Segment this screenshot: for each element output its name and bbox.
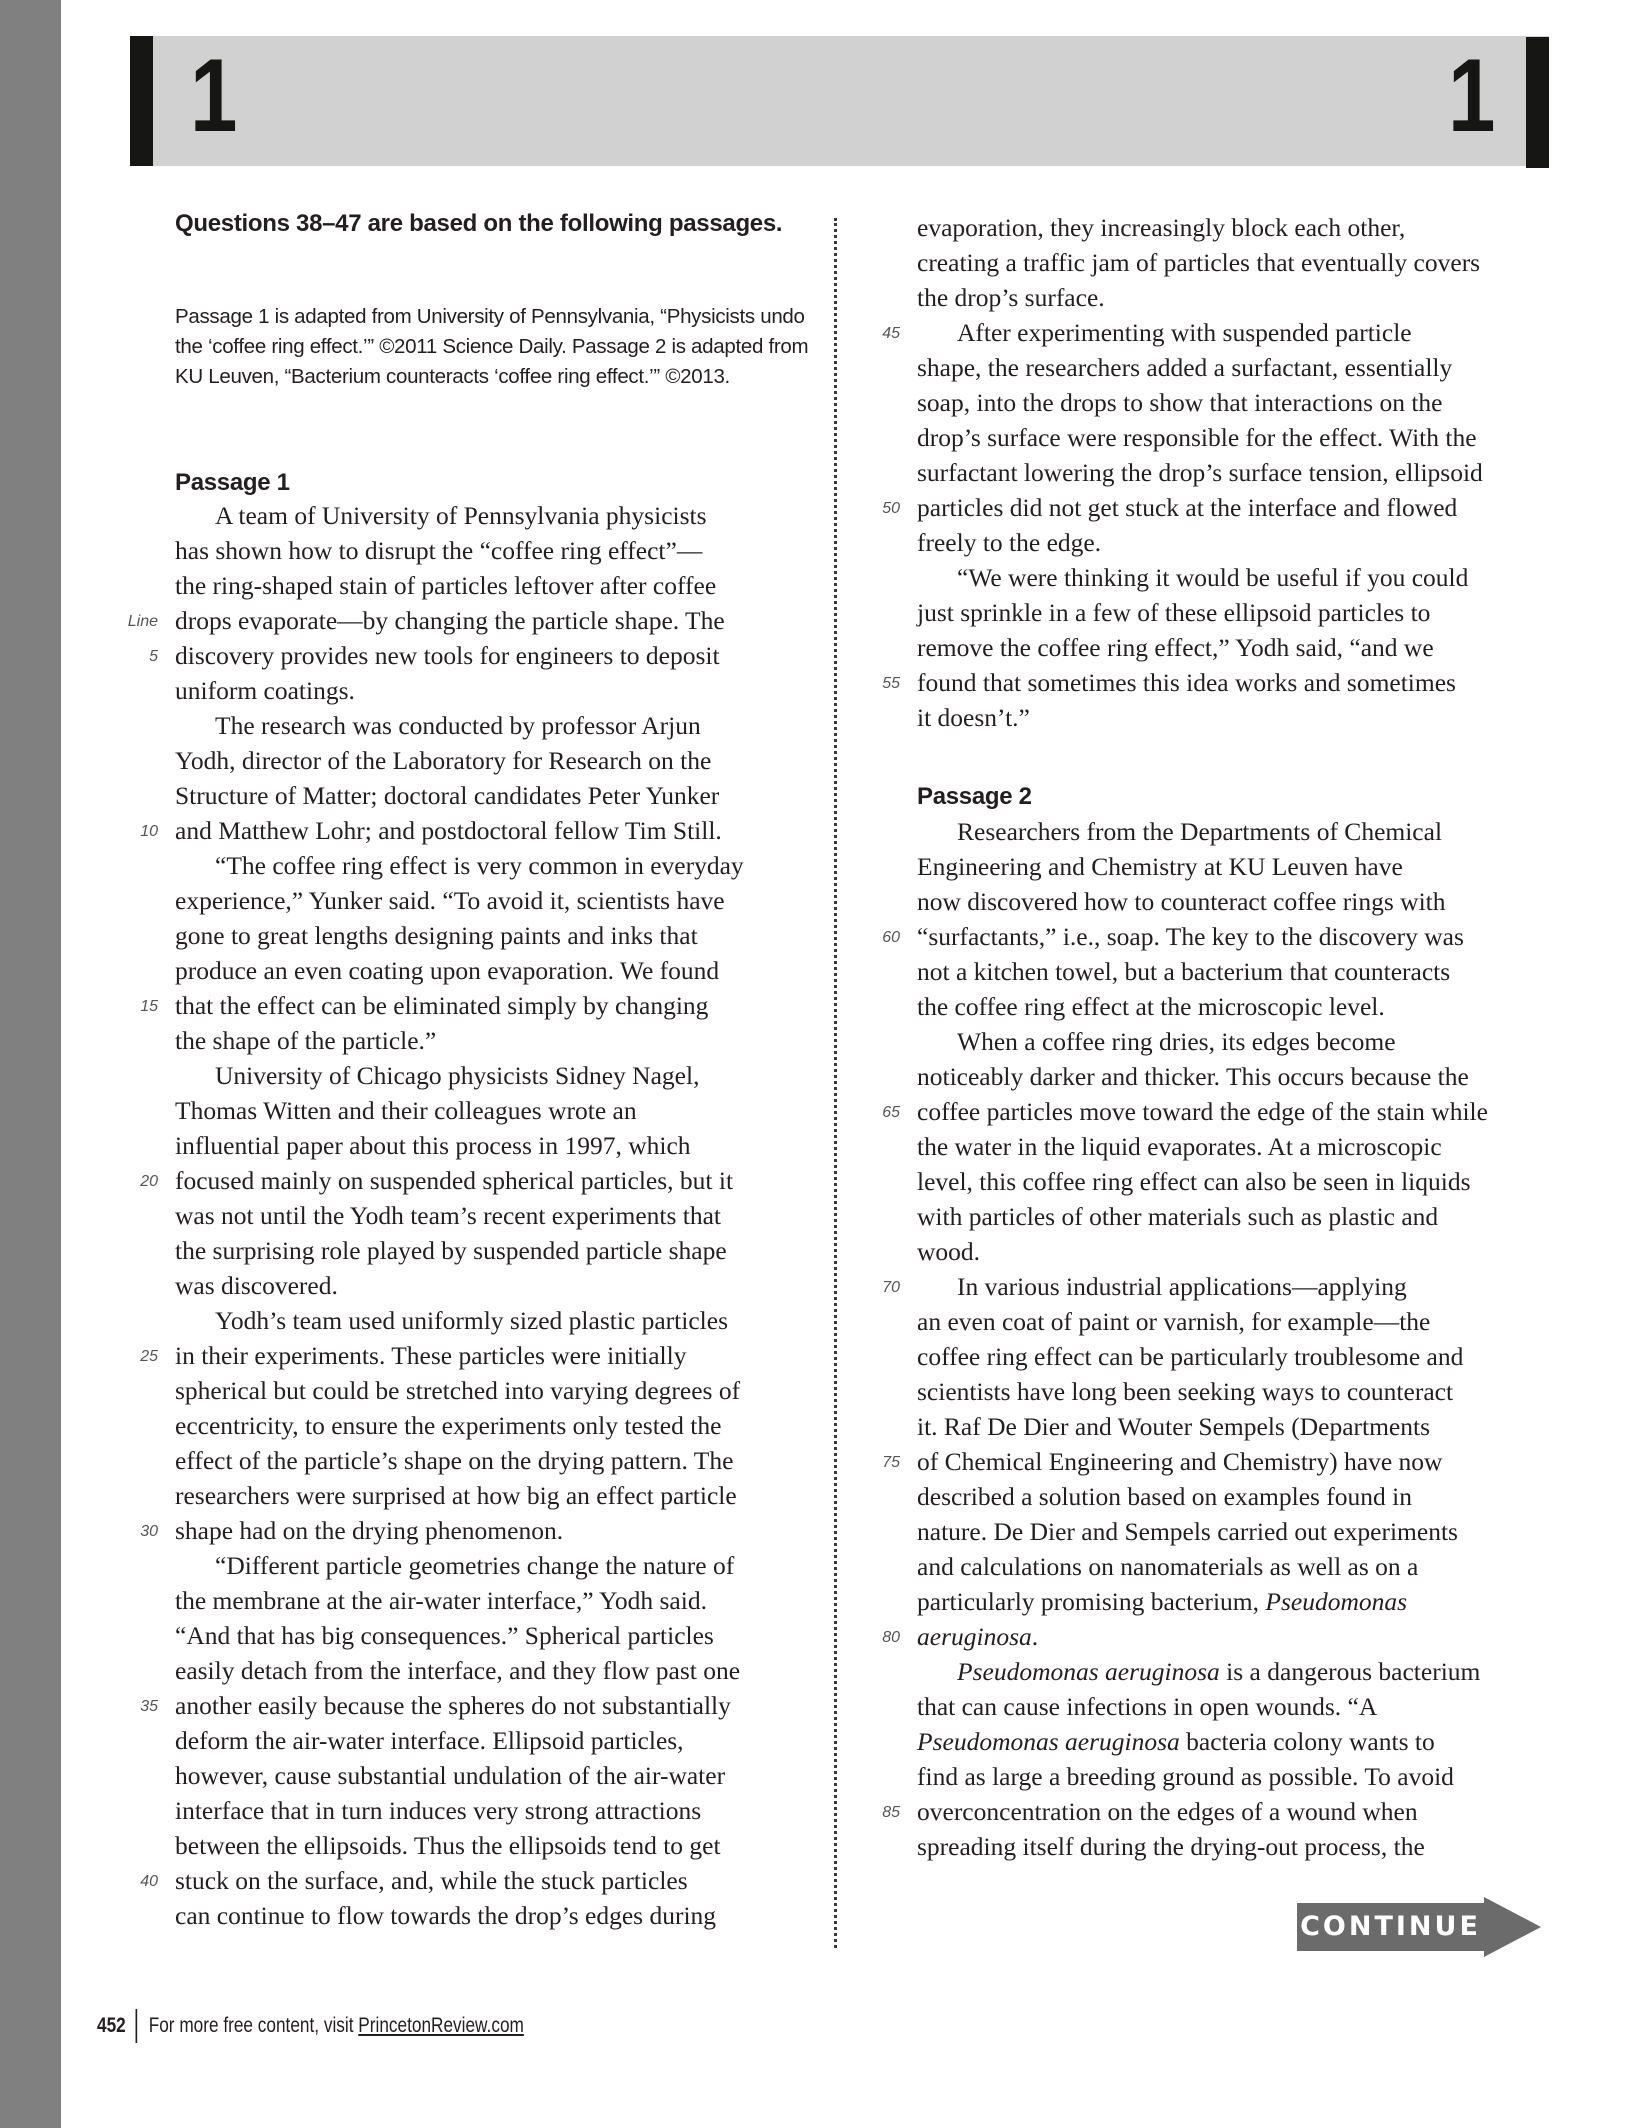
passage-line: creating a traffic jam of particles that eventually covers [917, 248, 1481, 277]
passage-line: the shape of the particle.” [175, 1026, 437, 1055]
passage-line: was not until the Yodh team’s recent experiments that [175, 1201, 722, 1230]
passage-line: uniform coatings. [175, 676, 355, 705]
passage-line: it. Raf De Dier and Wouter Sempels (Departments [917, 1412, 1431, 1441]
passage-line: Yodh’s team used uniformly sized plastic particles [215, 1306, 728, 1335]
line-number: 55 [882, 675, 900, 692]
passage-line: “surfactants,” i.e., soap. The key to the discovery was [917, 922, 1464, 951]
questions-heading: Questions 38–47 are based on the following passages. [175, 210, 783, 237]
passage-line: the membrane at the air-water interface,” Yodh said. [175, 1586, 707, 1615]
line-number: 65 [882, 1104, 900, 1121]
passage-line: discovery provides new tools for engineers to deposit [175, 641, 720, 670]
passage-line: another easily because the spheres do not substantially [175, 1691, 731, 1720]
passage-line: soap, into the drops to show that interactions on the [917, 388, 1443, 417]
line-number: 40 [140, 1873, 158, 1890]
passage-line: easily detach from the interface, and they flow past one [175, 1656, 741, 1685]
passage-line: find as large a breeding ground as possible. To avoid [917, 1762, 1454, 1791]
line-number: 50 [882, 500, 900, 517]
passage-line: remove the coffee ring effect,” Yodh said, “and we [917, 633, 1434, 662]
line-number: 80 [882, 1629, 900, 1646]
passage-line: scientists have long been seeking ways to counteract [917, 1377, 1454, 1406]
passage-line: “Different particle geometries change the nature of [215, 1551, 735, 1580]
footer-separator [136, 2009, 138, 2043]
passage-line: with particles of other materials such as plastic and [917, 1202, 1439, 1231]
line-number: 10 [140, 823, 158, 840]
passage-line: experience,” Yunker said. “To avoid it, scientists have [175, 886, 725, 915]
passage-line: coffee particles move toward the edge of the stain while [917, 1097, 1488, 1126]
line-number: 35 [140, 1698, 158, 1715]
line-number: 60 [882, 929, 900, 946]
line-number: 75 [882, 1454, 900, 1471]
passage-line: Structure of Matter; doctoral candidates Peter Yunker [175, 781, 720, 810]
passage-line: described a solution based on examples found in [917, 1482, 1413, 1511]
line-number: 30 [140, 1523, 158, 1540]
passage-line: just sprinkle in a few of these ellipsoid particles to [917, 598, 1431, 627]
passage-line: and calculations on nanomaterials as well as on a [917, 1552, 1419, 1581]
passage-line: wood. [917, 1237, 981, 1266]
passage-line: focused mainly on suspended spherical particles, but it [175, 1166, 734, 1195]
header-left-bar [130, 36, 153, 166]
passage-line: Pseudomonas aeruginosa is a dangerous bacterium [957, 1657, 1481, 1686]
passage-line: noticeably darker and thicker. This occurs because the [917, 1062, 1469, 1091]
page-gutter [0, 0, 61, 2128]
passage-line: particles did not get stuck at the interface and flowed [917, 493, 1458, 522]
passage-line: University of Chicago physicists Sidney Nagel, [215, 1061, 700, 1090]
passage-line: level, this coffee ring effect can also be seen in liquids [917, 1167, 1471, 1196]
passage-line: stuck on the surface, and, while the stuck particles [175, 1866, 688, 1895]
italic-term: aeruginosa [917, 1622, 1032, 1651]
passage-2-title: Passage 2 [917, 783, 1032, 810]
italic-term: Pseudomonas aeruginosa [957, 1657, 1220, 1686]
passage-line: “And that has big consequences.” Spherical particles [175, 1621, 714, 1650]
passage-line: however, cause substantial undulation of the air-water [175, 1761, 726, 1790]
passage-line: After experimenting with suspended particle [957, 318, 1412, 347]
header-right-bar [1526, 37, 1549, 168]
princeton-review-link[interactable]: PrincetonReview.com [358, 2014, 524, 2037]
passage-line: was discovered. [175, 1271, 338, 1300]
column-divider [834, 218, 837, 1948]
passage-line: In various industrial applications—applying [957, 1272, 1407, 1301]
passage-line: Yodh, director of the Laboratory for Research on the [175, 746, 712, 775]
passage-1-title: Passage 1 [175, 469, 290, 496]
passage-line: researchers were surprised at how big an effect particle [175, 1481, 737, 1510]
passage-line: A team of University of Pennsylvania physicists [215, 501, 707, 530]
page-number: 452 [97, 2014, 126, 2037]
passage-source-intro: Passage 1 is adapted from University of Pennsylvania, “Physicists undo the ‘coffee ring effect.’” ©2011 Science Daily. Passage 2 is adapted from KU Leuven, “Bacterium counteracts ‘coffee ring effect.’” ©2013. [175, 305, 809, 388]
passage-line: the coffee ring effect at the microscopic level. [917, 992, 1385, 1021]
passage-line: that can cause infections in open wounds. “A [917, 1692, 1378, 1721]
passage-line: freely to the edge. [917, 528, 1102, 557]
passage-line: in their experiments. These particles were initially [175, 1341, 687, 1370]
passage-line: surfactant lowering the drop’s surface tension, ellipsoid [917, 458, 1483, 487]
line-label: Line [127, 613, 158, 630]
line-number: 25 [140, 1348, 158, 1365]
line-number: 15 [140, 998, 158, 1015]
header-band-background [130, 36, 1549, 166]
italic-term: Pseudomonas aeruginosa [917, 1727, 1180, 1756]
passage-line: and Matthew Lohr; and postdoctoral fellow Tim Still. [175, 816, 722, 845]
passage-line: between the ellipsoids. Thus the ellipsoids tend to get [175, 1831, 721, 1860]
passage-line: interface that in turn induces very strong attractions [175, 1796, 702, 1825]
section-number-right: 1 [1448, 38, 1496, 154]
passage-line: Thomas Witten and their colleagues wrote an [175, 1096, 637, 1125]
line-number: 85 [882, 1804, 900, 1821]
passage-line: spreading itself during the drying-out process, the [917, 1832, 1425, 1861]
passage-line: nature. De Dier and Sempels carried out experiments [917, 1517, 1458, 1546]
passage-line: effect of the particle’s shape on the drying pattern. The [175, 1446, 734, 1475]
line-number: 5 [149, 648, 158, 665]
passage-line: that the effect can be eliminated simply by changing [175, 991, 709, 1020]
passage-line: coffee ring effect can be particularly troublesome and [917, 1342, 1464, 1371]
passage-line: the water in the liquid evaporates. At a microscopic [917, 1132, 1442, 1161]
passage-line: has shown how to disrupt the “coffee ring effect”— [175, 536, 703, 565]
passage-line: it doesn’t.” [917, 703, 1030, 732]
passage-line: Engineering and Chemistry at KU Leuven have [917, 852, 1403, 881]
passage-line: influential paper about this process in 1997, which [175, 1131, 691, 1160]
passage-line: drop’s surface were responsible for the effect. With the [917, 423, 1477, 452]
section-number-left: 1 [190, 38, 238, 154]
passage-line: eccentricity, to ensure the experiments only tested the [175, 1411, 722, 1440]
continue-label: CONTINUE [1300, 1911, 1481, 1942]
passage-line: Pseudomonas aeruginosa bacteria colony wants to [917, 1727, 1435, 1756]
passage-line: gone to great lengths designing paints and inks that [175, 921, 698, 950]
footer-text: For more free content, visit [148, 2014, 359, 2037]
passage-line: the surprising role played by suspended particle shape [175, 1236, 727, 1265]
passage-line: Researchers from the Departments of Chemical [957, 817, 1443, 846]
continue-button[interactable] [1297, 1897, 1541, 1957]
passage-line: can continue to flow towards the drop’s edges during [175, 1901, 717, 1930]
line-number: 20 [140, 1173, 158, 1190]
passage-line: drops evaporate—by changing the particle shape. The [175, 606, 725, 635]
passage-line: shape, the researchers added a surfactant, essentially [917, 353, 1453, 382]
passage-line: the drop’s surface. [917, 283, 1105, 312]
passage-line: evaporation, they increasingly block each other, [917, 213, 1406, 242]
passage-line: found that sometimes this idea works and sometimes [917, 668, 1456, 697]
passage-line: spherical but could be stretched into varying degrees of [175, 1376, 741, 1405]
passage-line: When a coffee ring dries, its edges become [957, 1027, 1396, 1056]
passage-line: overconcentration on the edges of a wound when [917, 1797, 1418, 1826]
passage-line: now discovered how to counteract coffee rings with [917, 887, 1446, 916]
passage-line: “We were thinking it would be useful if you could [957, 563, 1469, 592]
passage-line: of Chemical Engineering and Chemistry) have now [917, 1447, 1443, 1476]
passage-line: The research was conducted by professor Arjun [215, 711, 701, 740]
italic-term: Pseudomonas [1265, 1587, 1408, 1616]
line-number: 70 [882, 1279, 900, 1296]
line-number: 45 [882, 325, 900, 342]
page-footer [97, 2008, 524, 2044]
passage-line: “The coffee ring effect is very common in everyday [215, 851, 744, 880]
passage-line: the ring-shaped stain of particles leftover after coffee [175, 571, 717, 600]
passage-line: deform the air-water interface. Ellipsoid particles, [175, 1726, 684, 1755]
passage-line: aeruginosa. [917, 1622, 1039, 1651]
passage-line: produce an even coating upon evaporation. We found [175, 956, 720, 985]
passage-line: particularly promising bacterium, Pseudomonas [917, 1587, 1408, 1616]
passage-line: not a kitchen towel, but a bacterium that counteracts [917, 957, 1451, 986]
passage-line: shape had on the drying phenomenon. [175, 1516, 564, 1545]
passage-line: an even coat of paint or varnish, for example—the [917, 1307, 1431, 1336]
